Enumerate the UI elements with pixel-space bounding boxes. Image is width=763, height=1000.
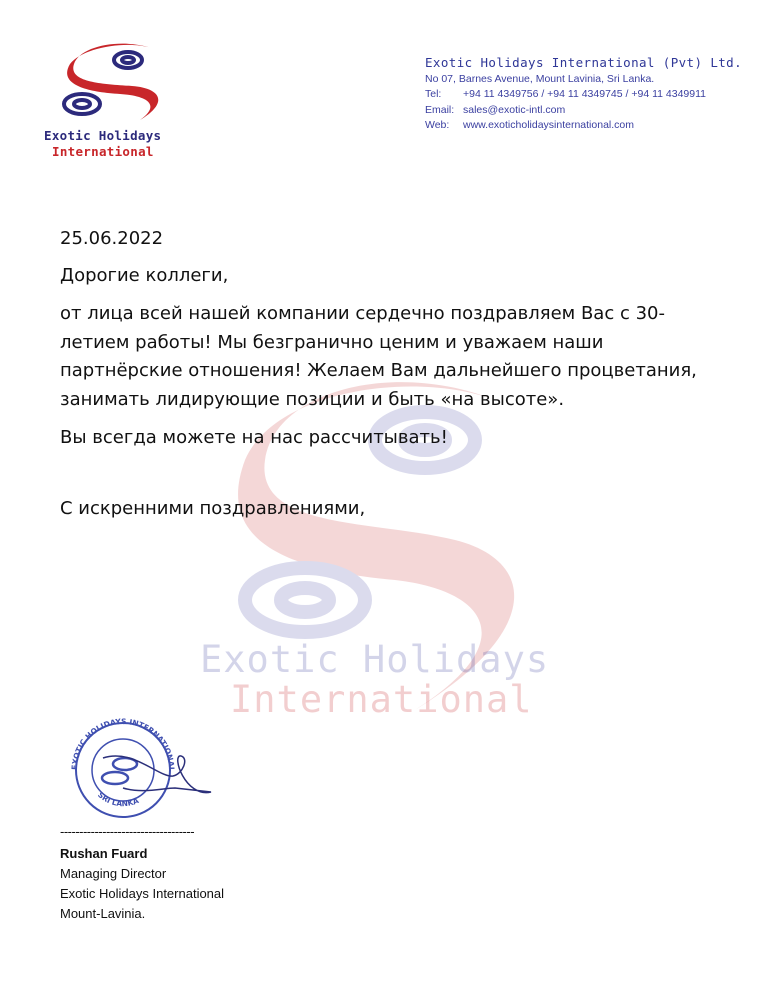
company-phone	[425, 87, 745, 103]
company-email	[425, 103, 745, 119]
company-logo	[40, 40, 190, 159]
letter-closing: С искренними поздравлениями,	[60, 497, 366, 519]
stamp-seal-icon	[63, 718, 215, 822]
company-stamp	[63, 718, 215, 822]
signature-line: -----------------------------------	[60, 824, 195, 839]
web-label: Web:	[425, 119, 450, 131]
letter-paragraph-2: Вы всегда можете на нас рассчитывать!	[60, 427, 448, 448]
svg-text:SRI LANKA	[96, 790, 140, 808]
email-label: Email:	[425, 103, 455, 116]
logo-text-line2: International	[52, 144, 154, 159]
company-web	[425, 118, 745, 134]
letter-body	[60, 225, 700, 533]
letter-paragraph-1: от лица всей нашей компании сердечно поздравляем Вас с 30-летием работы! Мы безгранично ценим и уважаем наши партнёрские отношения! Желаем Вам дальнейшего процветания, занимать лидирующие позиции и быть «на высоте».	[60, 303, 697, 410]
svg-text:EXOTIC HOLIDAYS INTERNATIONAL	[63, 718, 176, 772]
signatory-company: Exotic Holidays International	[60, 886, 225, 901]
signatory-title: Managing Director	[60, 866, 167, 881]
signature-scribble	[103, 756, 211, 793]
signatory-name: Rushan Fuard	[60, 846, 148, 861]
watermark-line2: International	[230, 678, 533, 721]
company-header	[425, 55, 745, 134]
signature-block	[60, 822, 224, 924]
letter-date: 25.06.2022	[60, 228, 164, 249]
web-address: www.exoticholidaysinternational.com	[463, 119, 634, 131]
email-address: sales@exotic-intl.com	[463, 103, 566, 116]
company-name: Exotic Holidays International (Pvt) Ltd.	[425, 55, 743, 70]
letter-greeting: Дорогие коллеги,	[60, 264, 229, 286]
company-address: No 07, Barnes Avenue, Mount Lavinia, Sri Lanka.	[425, 72, 655, 85]
phone-numbers: +94 11 4349756 / +94 11 4349745 / +94 11 4349911	[463, 88, 706, 100]
stamp-text-top: EXOTIC HOLIDAYS INTERNATIONAL	[69, 718, 177, 772]
watermark-line1: Exotic Holidays	[200, 638, 550, 681]
stamp-text-bottom: SRI LANKA	[96, 790, 140, 809]
logo-text-line1: Exotic Holidays	[44, 128, 162, 143]
signatory-location: Mount-Lavinia.	[60, 906, 146, 921]
logo-swirl-icon	[40, 40, 190, 130]
watermark-text	[200, 640, 600, 720]
phone-label: Tel:	[425, 88, 442, 100]
